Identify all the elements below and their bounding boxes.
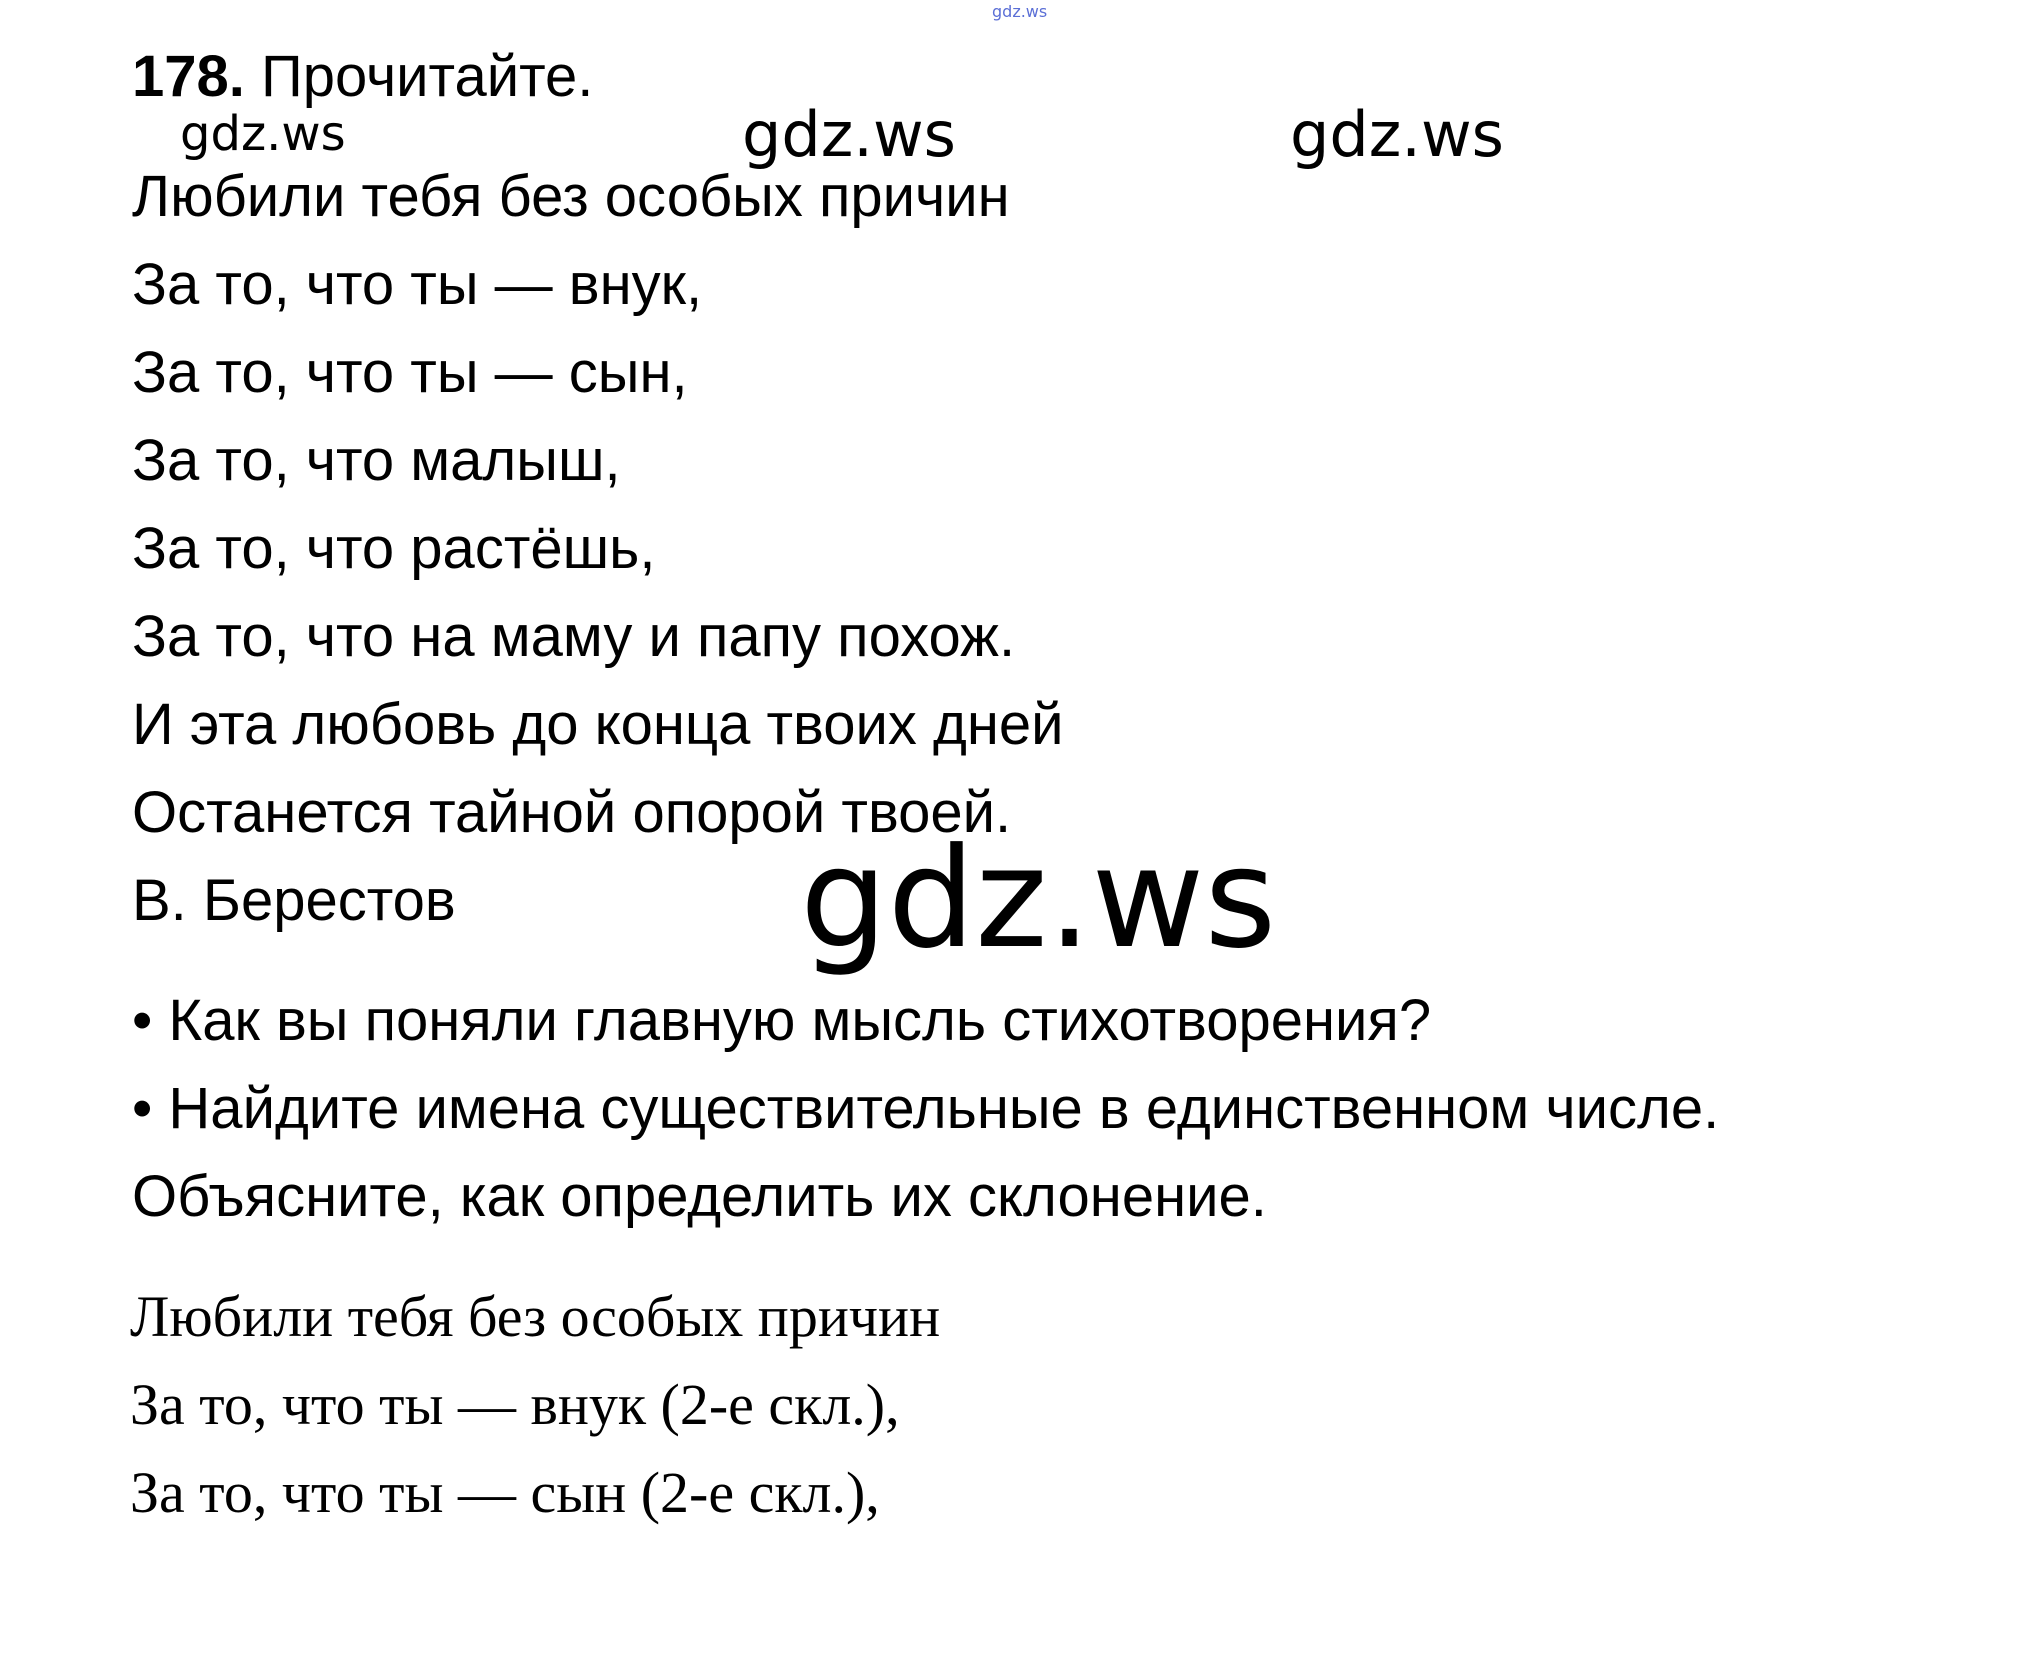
poem-line: Любили тебя без особых причин [132, 164, 1010, 229]
poem-author: В. Берестов [132, 868, 456, 933]
watermark-big-center: gdz.ws [800, 818, 1277, 979]
watermark-top-tiny: gdz.ws [992, 2, 1048, 21]
poem-line: И эта любовь до конца твоих дней [132, 692, 1064, 757]
poem-line: За то, что ты — внук, [132, 252, 703, 317]
question-main-idea: • Как вы поняли главную мысль стихотворения? [132, 988, 1432, 1053]
answer-line: За то, что ты — сын (2-е скл.), [130, 1460, 880, 1525]
poem-line: За то, что растёшь, [132, 516, 656, 581]
poem-line: За то, что ты — сын, [132, 340, 688, 405]
watermark-right: gdz.ws [1290, 98, 1504, 171]
question-find-nouns: • Найдите имена существительные в единственном числе. [132, 1076, 1720, 1141]
question-find-nouns-continued: Объясните, как определить их склонение. [132, 1164, 1267, 1229]
watermark-mid: gdz.ws [742, 98, 956, 171]
poem-line: За то, что малыш, [132, 428, 621, 493]
task-number: 178. [132, 44, 245, 109]
poem-line: Останется тайной опорой твоей. [132, 780, 1012, 845]
watermark-small-left: gdz.ws [180, 106, 346, 162]
task-heading [132, 44, 594, 109]
poem-line: За то, что на маму и папу похож. [132, 604, 1016, 669]
answer-line: За то, что ты — внук (2-е скл.), [130, 1372, 900, 1437]
answer-line: Любили тебя без особых причин [130, 1284, 941, 1349]
task-instruction: Прочитайте. [261, 44, 594, 109]
